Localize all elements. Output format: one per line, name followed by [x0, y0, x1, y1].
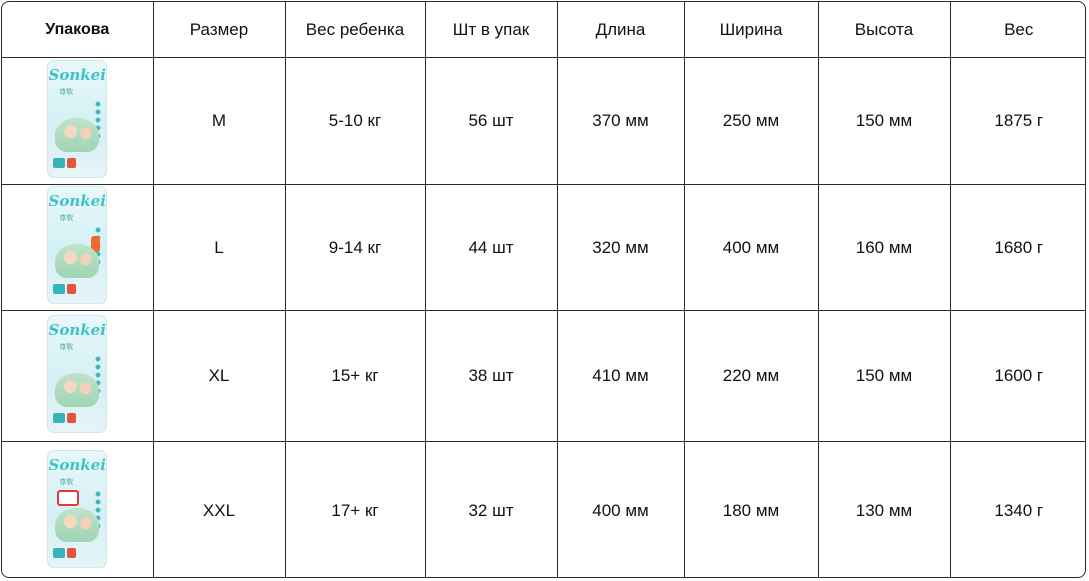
brand-sub-logo: 尊敬 [59, 343, 74, 351]
height-cell: 150 мм [818, 58, 950, 185]
brand-logo: Sonkei [48, 65, 106, 84]
package-cell [2, 185, 153, 311]
size-cell: XL [153, 311, 285, 442]
header-weight: Вес [950, 2, 1086, 58]
child-weight-cell: 5-10 кг [285, 58, 425, 185]
size-cell: L [153, 185, 285, 311]
table-row [2, 442, 1086, 579]
weight-cell: 1875 г [950, 58, 1086, 185]
count-cell: 38 шт [425, 311, 557, 442]
package-image-m [47, 60, 107, 178]
table-row [2, 58, 1086, 185]
child-weight-cell: 17+ кг [285, 442, 425, 579]
count-cell: 44 шт [425, 185, 557, 311]
package-cell [2, 442, 153, 579]
brand-logo: Sonkei [48, 192, 106, 210]
header-size: Размер [153, 2, 285, 58]
header-package: Упакова [2, 2, 153, 58]
brand-logo: Sonkei [48, 455, 106, 474]
width-cell: 180 мм [684, 442, 818, 579]
package-image-xl [47, 315, 107, 433]
brand-sub-logo: 尊敬 [59, 215, 74, 222]
weight-cell: 1680 г [950, 185, 1086, 311]
child-weight-cell: 15+ кг [285, 311, 425, 442]
count-cell: 56 шт [425, 58, 557, 185]
header-height: Высота [818, 2, 950, 58]
header-length: Длина [557, 2, 684, 58]
size-cell: M [153, 58, 285, 185]
width-cell: 220 мм [684, 311, 818, 442]
size-cell: XXL [153, 442, 285, 579]
weight-cell: 1340 г [950, 442, 1086, 579]
brand-sub-logo: 尊敬 [59, 478, 74, 486]
package-cell [2, 311, 153, 442]
height-cell: 150 мм [818, 311, 950, 442]
table-row [2, 311, 1086, 442]
weight-cell: 1600 г [950, 311, 1086, 442]
height-cell: 130 мм [818, 442, 950, 579]
length-cell: 370 мм [557, 58, 684, 185]
width-cell: 250 мм [684, 58, 818, 185]
length-cell: 320 мм [557, 185, 684, 311]
package-cell [2, 58, 153, 185]
table-header-row [2, 2, 1086, 58]
length-cell: 400 мм [557, 442, 684, 579]
length-cell: 410 мм [557, 311, 684, 442]
brand-sub-logo: 尊敬 [59, 88, 74, 96]
header-count: Шт в упак [425, 2, 557, 58]
size-table [2, 2, 1086, 578]
size-table-container [1, 1, 1086, 578]
table-row [2, 185, 1086, 311]
width-cell: 400 мм [684, 185, 818, 311]
child-weight-cell: 9-14 кг [285, 185, 425, 311]
header-child-weight: Вес ребенка [285, 2, 425, 58]
count-cell: 32 шт [425, 442, 557, 579]
package-image-xxl [47, 450, 107, 568]
header-width: Ширина [684, 2, 818, 58]
height-cell: 160 мм [818, 185, 950, 311]
package-image-l [47, 186, 107, 304]
brand-logo: Sonkei [48, 320, 106, 339]
